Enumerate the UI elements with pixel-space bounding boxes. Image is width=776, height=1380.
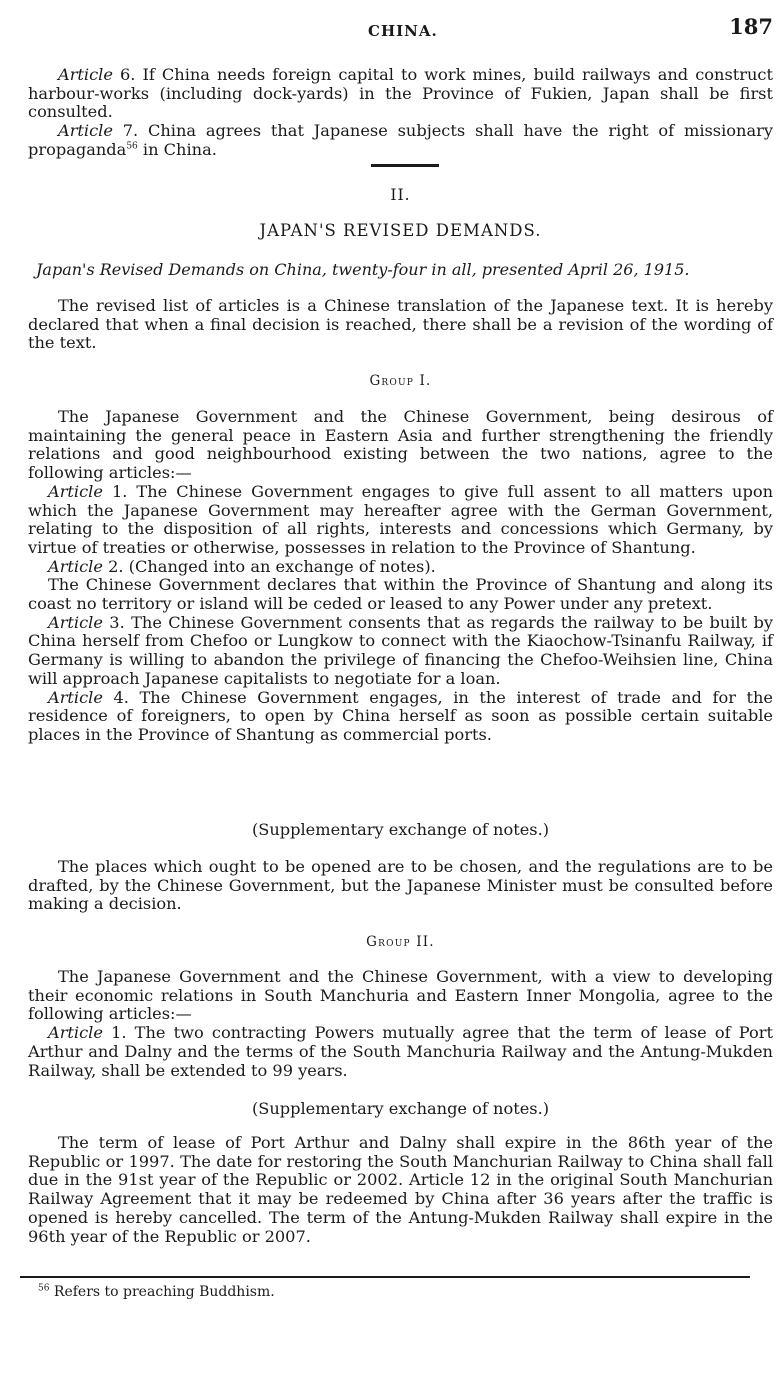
section-divider <box>371 164 439 167</box>
article-label: Article <box>48 1023 103 1043</box>
article-label: Article <box>58 121 113 141</box>
group-1-body <box>28 408 773 745</box>
group-1-supplementary-heading: (Supplementary exchange of notes.) <box>251 820 550 839</box>
group-2-preamble: The Japanese Government and the Chinese Government, with a view to developing their economic relations in South Manchuria and Eastern Inner Mongolia, agree to the following articles:— <box>28 967 773 1024</box>
group-1-article-1 <box>28 483 773 558</box>
article-text: 2. (Changed into an exchange of notes). <box>102 556 436 576</box>
group-1-article-2 <box>28 558 773 577</box>
article-text: 1. The two contracting Powers mutually agree that the term of lease of Port Arthur and Dalny and the terms of the South Manchuria Railway and the Antung-Mukden Railway, shall be extended to 99 years. <box>28 1023 773 1080</box>
section-subtitle: Japan's Revised Demands on China, twenty-four in all, presented April 26, 1915. <box>36 260 690 279</box>
article-6 <box>28 66 773 122</box>
running-header <box>28 14 773 44</box>
footnote <box>38 1283 275 1302</box>
running-title: CHINA. <box>368 22 438 40</box>
article-continuation <box>28 66 773 160</box>
footnote-text: Refers to preaching Buddhism. <box>49 1284 275 1300</box>
section-number: II. <box>390 186 411 204</box>
group-2-heading: Group II. <box>366 934 435 950</box>
group-1-heading: Group I. <box>369 373 432 389</box>
article-label: Article <box>48 612 103 632</box>
group-2-article-1 <box>28 1024 773 1080</box>
article-text: 7. China agrees that Japanese subjects shall have the right of missionary propaganda <box>28 121 773 159</box>
page-number: 187 <box>729 14 773 39</box>
section-title: JAPAN'S REVISED DEMANDS. <box>259 221 542 240</box>
group-1-article-2-note: The Chinese Government declares that within the Province of Shantung and along its coast no territory or island will be ceded or leased to any Power under any pretext. <box>28 575 773 614</box>
intro-text: The revised list of articles is a Chinese translation of the Japanese text. It is hereby declared that when a final decision is reached, there shall be a revision of the wording of the text. <box>28 296 773 353</box>
group-1-article-3 <box>28 614 773 689</box>
footnote-ref: 56 <box>126 141 138 152</box>
intro-paragraph <box>28 297 773 353</box>
footnote-divider <box>20 1276 750 1278</box>
article-label: Article <box>58 65 113 84</box>
article-7 <box>28 122 773 159</box>
article-text: in China. <box>137 139 217 159</box>
article-label: Article <box>48 481 103 501</box>
article-text: 3. The Chinese Government consents that as regards the railway to be built by China herself from Chefoo or Lungkow to connect with the Kiaochow-Tsinanfu Railway, if Germany is willing to abandon the privilege of financing the Chefoo-Weihsien line, China will approach Japanese capitalists to negotiate for a loan. <box>28 612 773 688</box>
group-2-supplementary-text: The term of lease of Port Arthur and Dalny shall expire in the 86th year of the Republic or 1997. The date for restoring the South Manchurian Railway to China shall fall due in the 91st year of the Republic or 2002. Article 12 in the original South Manchurian Railway Agreement that it may be redeemed by China after 36 years after the traffic is opened is hereby cancelled. The term of the Antung-Mukden Railway shall expire in the 96th year of the Republic or 2007. <box>28 1133 773 1246</box>
group-1-preamble: The Japanese Government and the Chinese Government, being desirous of maintaining the general peace in Eastern Asia and further strengthening the friendly relations and good neighbourhood existing between the two nations, agree to the following articles:— <box>28 407 773 483</box>
article-text: 4. The Chinese Government engages, in the interest of trade and for the residence of foreigners, to open by China herself as soon as possible certain suitable places in the Province of Shantung as commercial ports. <box>28 687 773 744</box>
group-2-supplementary-heading: (Supplementary exchange of notes.) <box>251 1099 550 1118</box>
article-text: 6. If China needs foreign capital to work mines, build railways and construct harbour-works (including dock-yards) in the Province of Fukien, Japan shall be first consulted. <box>28 65 773 122</box>
group-2-body <box>28 968 773 1080</box>
article-text: 1. The Chinese Government engages to give full assent to all matters upon which the Japanese Government may hereafter agree with the German Government, relating to the disposition of all rights, interests and concessions which Germany, by virtue of treaties or otherwise, possesses in relation to the Province of Shantung. <box>28 481 773 557</box>
article-label: Article <box>48 556 103 576</box>
group-1-article-4 <box>28 689 773 745</box>
group-1-supplementary-text: The places which ought to be opened are to be chosen, and the regulations are to be drafted, by the Chinese Government, but the Japanese Minister must be consulted before making a decision. <box>28 857 773 914</box>
footnote-number: 56 <box>38 1283 50 1294</box>
group-2-supplementary-body <box>28 1134 773 1246</box>
article-label: Article <box>48 687 103 707</box>
group-1-supplementary-body <box>28 858 773 914</box>
